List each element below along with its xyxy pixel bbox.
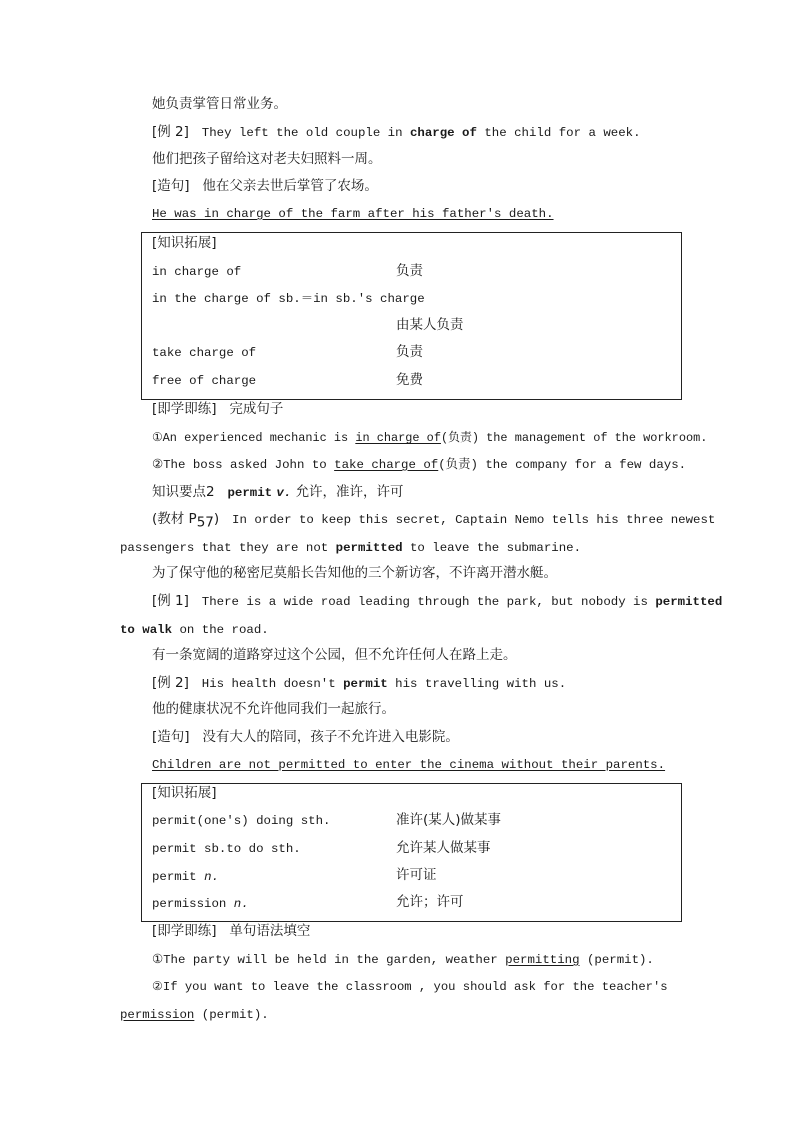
sentence-making-prompt: 他在父亲去世后掌管了农场。 (202, 178, 378, 194)
knowledge-point-label: 知识要点2 (152, 484, 215, 500)
textbook-source-line-2 (120, 538, 581, 557)
phrase-pos: n. (204, 870, 219, 884)
example-2-cn: 他的健康状况不允许他同我们一起旅行。 (152, 701, 395, 717)
sentence-making-answer: Children are not permitted to enter the cinema without their parents. (152, 758, 666, 772)
phrase-left: in charge of (152, 265, 242, 279)
source-prefix: (教材 P (152, 511, 197, 527)
sentence-cn: 她负责掌管日常业务。 (152, 96, 287, 112)
knowledge-box-title: [知识拓展] (152, 785, 217, 801)
answer: permission (120, 1008, 195, 1022)
source-suffix: ) (213, 511, 220, 527)
phrase-left: free of charge (152, 374, 257, 388)
practice-question-2 (152, 455, 686, 474)
headword: permit (227, 486, 273, 500)
practice-question-1 (152, 428, 707, 447)
phrase-word: permit (152, 870, 205, 884)
source-keyword: permitted (335, 541, 403, 555)
answer: take charge of (334, 458, 439, 472)
example-text-end: the child for a week. (476, 126, 641, 140)
phrase-right: 免费 (396, 372, 423, 388)
knowledge-point-heading (152, 483, 404, 502)
practice-question-2-line-2 (120, 1005, 269, 1024)
sentence-making-tag: [造句] (152, 178, 190, 194)
answer: in charge of (355, 431, 441, 445)
practice-question-2: ②If you want to leave the classroom , you should ask for the teacher's (152, 980, 668, 994)
phrase-right: 允许；许可 (396, 894, 464, 910)
sentence-making-tag: [造句] (152, 729, 190, 745)
phrase-right: 由某人负责 (396, 317, 464, 333)
example-keyword: permitted (655, 595, 723, 609)
question-text-end: (负责) the company for a few days. (438, 458, 687, 472)
practice-title: 单句语法填空 (229, 923, 311, 939)
source-text: passengers that they are not (120, 541, 336, 555)
phrase-left: in the charge of sb.＝in sb.'s charge (152, 292, 425, 306)
phrase-pos: n. (233, 897, 249, 911)
question-text-end: (负责) the management of the workroom. (440, 431, 708, 445)
question-text: ①The party will be held in the garden, weather (152, 953, 506, 967)
practice-question-1 (152, 950, 654, 969)
source-text: In order to keep this secret, Captain Nemo tells his three newest (232, 513, 716, 527)
question-text-end: (permit). (579, 953, 654, 967)
part-of-speech: v. (276, 486, 292, 500)
practice-tag: [即学即练] (152, 923, 217, 939)
sentence-making-line (152, 728, 459, 746)
example-text: They left the old couple in (201, 126, 410, 140)
phrase-right: 负责 (396, 263, 423, 279)
example-2-line (152, 123, 641, 142)
phrase-right: 允许某人做某事 (396, 840, 491, 856)
example-keyword: charge of (410, 126, 477, 140)
sentence-making-answer: He was in charge of the farm after his father's death. (152, 207, 554, 221)
example-text: There is a wide road leading through the park, but nobody is (201, 595, 656, 609)
sentence-making-line (152, 177, 378, 195)
headword-meaning: 允许，准许，许可 (295, 484, 404, 500)
question-text: ①An experienced mechanic is (152, 431, 356, 445)
example-text-end: on the road. (172, 623, 269, 637)
practice-title: 完成句子 (229, 401, 284, 417)
practice-heading (152, 400, 283, 418)
source-translation: 为了保守他的秘密尼莫船长告知他的三个新访客，不许离开潜水艇。 (152, 565, 557, 581)
practice-tag: [即学即练] (152, 401, 217, 417)
phrase-right: 许可证 (396, 867, 437, 883)
phrase-right: 负责 (396, 344, 423, 360)
practice-heading (152, 922, 310, 940)
question-text: ②The boss asked John to (152, 458, 335, 472)
knowledge-box-title: [知识拓展] (152, 235, 217, 251)
phrase-word: permission (152, 897, 234, 911)
source-page: 57 (196, 514, 214, 531)
phrase-left: take charge of (152, 346, 257, 360)
example-keyword: to walk (120, 623, 173, 637)
phrase-left (152, 867, 219, 886)
example-1-line (152, 592, 722, 611)
example-keyword: permit (343, 677, 388, 691)
example-tag: [例 1] (152, 593, 189, 609)
phrase-right: 准许(某人)做某事 (396, 812, 502, 828)
example-2-cn: 他们把孩子留给这对老夫妇照料一周。 (152, 151, 382, 167)
answer: permitting (505, 953, 580, 967)
example-2-line (152, 674, 566, 693)
textbook-source-line (152, 510, 715, 532)
example-text: His health doesn't (201, 677, 344, 691)
example-1-line-2 (120, 620, 269, 639)
example-tag: [例 2] (152, 675, 189, 691)
phrase-left: permit sb.to do sth. (152, 842, 301, 856)
source-text-end: to leave the submarine. (402, 541, 582, 555)
phrase-left: permit(one's) doing sth. (152, 814, 331, 828)
example-text-end: his travelling with us. (387, 677, 567, 691)
example-1-cn: 有一条宽阔的道路穿过这个公园，但不允许任何人在路上走。 (152, 647, 517, 663)
phrase-left (152, 894, 249, 913)
question-text-end: (permit). (194, 1008, 269, 1022)
example-tag: [例 2] (152, 124, 189, 140)
sentence-making-prompt: 没有大人的陪同，孩子不允许进入电影院。 (202, 729, 459, 745)
